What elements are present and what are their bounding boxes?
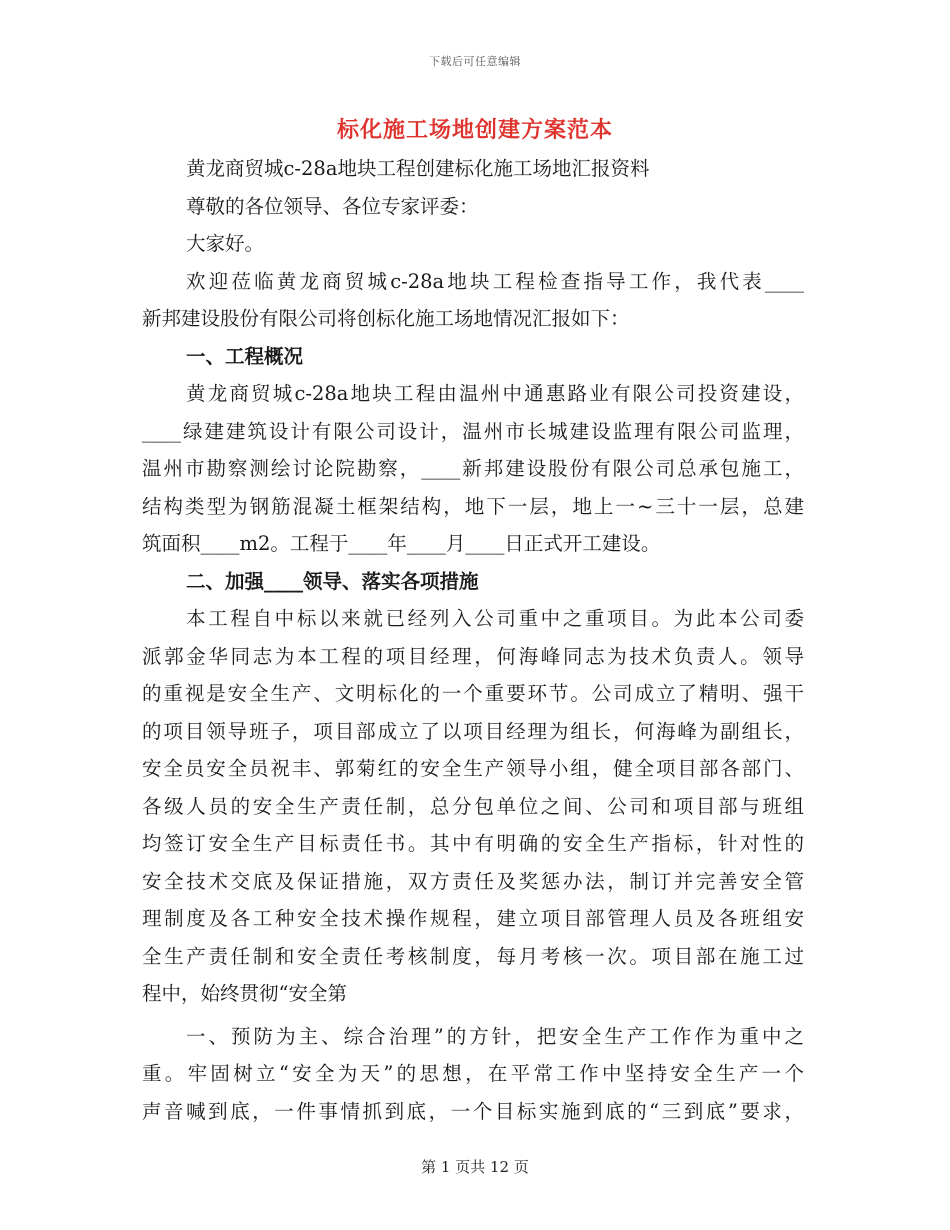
paragraph-line: 重。牢固树立“安全为天”的思想，在平常工作中坚持安全生产一个 bbox=[142, 1062, 804, 1085]
paragraph-line: 全生产责任制和安全责任考核制度，每月考核一次。项目部在施工过 bbox=[142, 944, 804, 968]
page-footer: 第 1 页共 12 页 bbox=[421, 1158, 529, 1176]
header-note: 下载后可任意编辑 bbox=[429, 55, 521, 68]
document-body bbox=[142, 150, 804, 1130]
paragraph-line: 程中，始终贯彻“安全第 bbox=[142, 982, 347, 1005]
paragraph-line: 欢迎莅临黄龙商贸城c-28a地块工程检查指导工作，我代表____ bbox=[186, 269, 804, 293]
paragraph-line: 派郭金华同志为本工程的项目经理，何海峰同志为技术负责人。领导 bbox=[142, 644, 804, 668]
paragraph-line: ____绿建建筑设计有限公司设计，温州市长城建设监理有限公司监理， bbox=[142, 419, 804, 443]
section-heading: 二、加强____领导、落实各项措施 bbox=[186, 569, 479, 593]
paragraph-line: 安全员安全员祝丰、郭菊红的安全生产领导小组，健全项目部各部门、 bbox=[142, 757, 804, 780]
section-heading: 一、工程概况 bbox=[186, 344, 304, 368]
paragraph-line: 各级人员的安全生产责任制，总分包单位之间、公司和项目部与班组 bbox=[142, 794, 804, 818]
paragraph-line: 新邦建设股份有限公司将创标化施工场地情况汇报如下： bbox=[142, 307, 630, 330]
paragraph-line: 安全技术交底及保证措施，双方责任及奖惩办法，制订并完善安全管 bbox=[142, 869, 804, 893]
paragraph-line: 尊敬的各位领导、各位专家评委： bbox=[186, 194, 479, 218]
paragraph-line: 声音喊到底，一件事情抓到底，一个目标实施到底的“三到底”要求， bbox=[142, 1099, 804, 1123]
paragraph-line: 大家好。 bbox=[186, 232, 265, 255]
paragraph-line: 温州市勘察测绘讨论院勘察，____新邦建设股份有限公司总承包施工， bbox=[142, 457, 804, 480]
paragraph-line: 的项目领导班子，项目部成立了以项目经理为组长，何海峰为副组长， bbox=[142, 719, 804, 743]
paragraph-line: 均签订安全生产目标责任书。其中有明确的安全生产指标，针对性的 bbox=[142, 832, 804, 855]
paragraph-line: 本工程自中标以来就已经列入公司重中之重项目。为此本公司委 bbox=[186, 607, 804, 630]
paragraph-line: 一、预防为主、综合治理”的方针，把安全生产工作作为重中之 bbox=[186, 1024, 804, 1048]
paragraph-line: 的重视是安全生产、文明标化的一个重要环节。公司成立了精明、强干 bbox=[142, 682, 804, 705]
paragraph-line: 黄龙商贸城c-28a地块工程由温州中通惠路业有限公司投资建设， bbox=[186, 382, 804, 405]
paragraph-line: 结构类型为钢筋混凝土框架结构，地下一层，地上一~三十一层，总建 bbox=[142, 494, 804, 518]
paragraph-line: 黄龙商贸城c-28a地块工程创建标化施工场地汇报资料 bbox=[186, 157, 650, 180]
document-title: 标化施工场地创建方案范本 bbox=[336, 117, 613, 143]
paragraph-line: 理制度及各工种安全技术操作规程，建立项目部管理人员及各班组安 bbox=[142, 907, 804, 930]
paragraph-line: 筑面积____m2。工程于____年____月____日正式开工建设。 bbox=[142, 532, 661, 555]
